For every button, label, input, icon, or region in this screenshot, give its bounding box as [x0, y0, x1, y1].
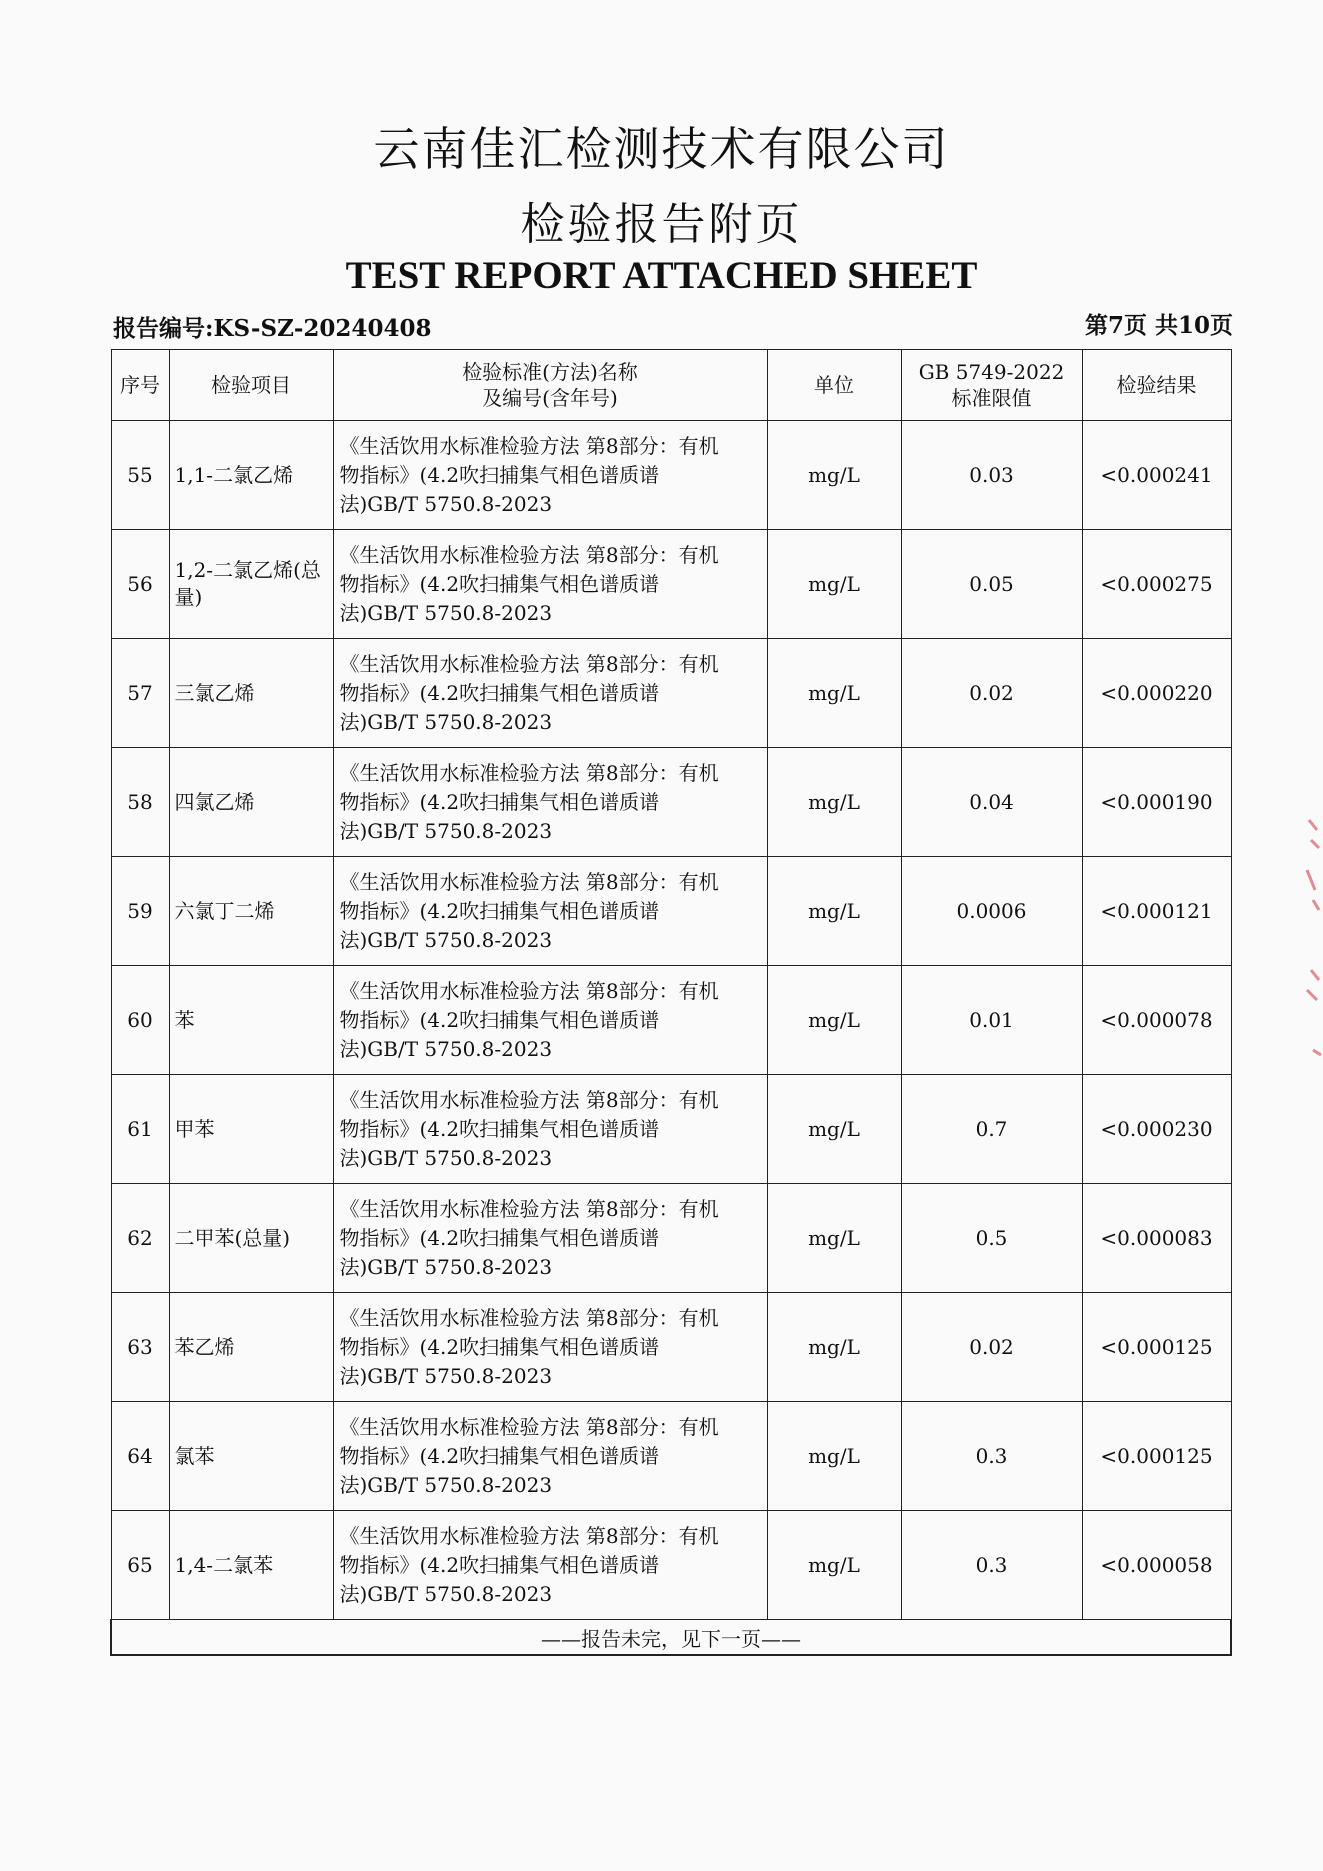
- col-limit-header-line1: GB 5749-2022: [918, 360, 1065, 384]
- row-standard-line-3: 法)GB/T 5750.8-2023: [339, 1145, 553, 1170]
- row-limit: 0.5: [901, 1184, 1082, 1293]
- row-seq: 55: [111, 421, 169, 530]
- report-number: 报告编号:KS-SZ-20240408: [113, 315, 432, 342]
- row-standard-line-1: 《生活饮用水标准检验方法 第8部分：有机: [339, 1196, 719, 1221]
- table-header-row: [111, 350, 1231, 421]
- row-standard-line-1: 《生活饮用水标准检验方法 第8部分：有机: [339, 651, 719, 676]
- row-item: 氯苯: [169, 1402, 333, 1511]
- row-limit: 0.7: [901, 1075, 1082, 1184]
- row-standard: [333, 1402, 767, 1511]
- row-unit: mg/L: [767, 1293, 901, 1402]
- row-standard-line-3: 法)GB/T 5750.8-2023: [339, 1581, 553, 1606]
- row-unit: mg/L: [767, 966, 901, 1075]
- col-standard-header-line1: 检验标准(方法)名称: [462, 360, 638, 384]
- table-row: [111, 421, 1231, 530]
- row-result: <0.000078: [1082, 966, 1231, 1075]
- row-item: 六氯丁二烯: [169, 857, 333, 966]
- row-standard-line-2: 物指标》(4.2吹扫捕集气相色谱质谱: [339, 789, 660, 814]
- row-standard: [333, 748, 767, 857]
- page-indicator: 第7页 共10页: [1084, 312, 1233, 339]
- row-standard-line-1: 《生活饮用水标准检验方法 第8部分：有机: [339, 1087, 719, 1112]
- row-standard-line-3: 法)GB/T 5750.8-2023: [339, 1472, 553, 1497]
- row-standard: [333, 639, 767, 748]
- continued-note: ——报告未完，见下一页——: [111, 1620, 1231, 1656]
- row-item: 三氯乙烯: [169, 639, 333, 748]
- row-unit: mg/L: [767, 639, 901, 748]
- row-limit: 0.02: [901, 639, 1082, 748]
- table-row: [111, 1075, 1231, 1184]
- row-unit: mg/L: [767, 421, 901, 530]
- row-standard-line-3: 法)GB/T 5750.8-2023: [339, 818, 553, 843]
- company-name: 云南佳汇检测技术有限公司: [373, 122, 950, 176]
- row-unit: mg/L: [767, 857, 901, 966]
- row-standard-line-1: 《生活饮用水标准检验方法 第8部分：有机: [339, 869, 719, 894]
- red-seal-stamp: [1301, 800, 1323, 1070]
- row-limit: 0.3: [901, 1511, 1082, 1620]
- row-standard: [333, 1293, 767, 1402]
- row-unit: mg/L: [767, 748, 901, 857]
- row-standard-line-3: 法)GB/T 5750.8-2023: [339, 1036, 553, 1061]
- row-result: <0.000125: [1082, 1402, 1231, 1511]
- row-standard-line-1: 《生活饮用水标准检验方法 第8部分：有机: [339, 1414, 719, 1439]
- row-standard-line-1: 《生活饮用水标准检验方法 第8部分：有机: [339, 978, 719, 1003]
- row-standard-line-1: 《生活饮用水标准检验方法 第8部分：有机: [339, 1305, 719, 1330]
- row-standard-line-2: 物指标》(4.2吹扫捕集气相色谱质谱: [339, 1007, 660, 1032]
- row-standard-line-2: 物指标》(4.2吹扫捕集气相色谱质谱: [339, 1552, 660, 1577]
- table-row: [111, 1511, 1231, 1620]
- col-item-header: 检验项目: [169, 350, 333, 421]
- row-standard: [333, 857, 767, 966]
- row-standard-line-1: 《生活饮用水标准检验方法 第8部分：有机: [339, 760, 719, 785]
- row-standard-line-3: 法)GB/T 5750.8-2023: [339, 1254, 553, 1279]
- row-item: 1,1-二氯乙烯: [169, 421, 333, 530]
- row-result: <0.000275: [1082, 530, 1231, 639]
- report-title-cn: 检验报告附页: [520, 199, 803, 250]
- col-standard-header-line2: 及编号(含年号): [482, 386, 618, 410]
- row-result: <0.000121: [1082, 857, 1231, 966]
- row-standard-line-3: 法)GB/T 5750.8-2023: [339, 927, 553, 952]
- row-limit: 0.02: [901, 1293, 1082, 1402]
- row-result: <0.000230: [1082, 1075, 1231, 1184]
- row-limit: 0.3: [901, 1402, 1082, 1511]
- table-row: [111, 966, 1231, 1075]
- row-item: 1,2-二氯乙烯(总量): [169, 530, 333, 639]
- table-row: [111, 748, 1231, 857]
- row-result: <0.000241: [1082, 421, 1231, 530]
- row-standard: [333, 1184, 767, 1293]
- row-standard-line-2: 物指标》(4.2吹扫捕集气相色谱质谱: [339, 462, 660, 487]
- table-row: [111, 530, 1231, 639]
- row-standard-line-2: 物指标》(4.2吹扫捕集气相色谱质谱: [339, 571, 660, 596]
- row-limit: 0.01: [901, 966, 1082, 1075]
- row-item: 甲苯: [169, 1075, 333, 1184]
- table-row: [111, 639, 1231, 748]
- row-seq: 57: [111, 639, 169, 748]
- row-item: 苯: [169, 966, 333, 1075]
- row-result: <0.000190: [1082, 748, 1231, 857]
- row-result: <0.000125: [1082, 1293, 1231, 1402]
- row-result: <0.000058: [1082, 1511, 1231, 1620]
- row-standard: [333, 1075, 767, 1184]
- row-result: <0.000220: [1082, 639, 1231, 748]
- row-limit: 0.04: [901, 748, 1082, 857]
- row-seq: 56: [111, 530, 169, 639]
- table-row: [111, 1402, 1231, 1511]
- row-unit: mg/L: [767, 1511, 901, 1620]
- row-standard: [333, 966, 767, 1075]
- row-limit: 0.0006: [901, 857, 1082, 966]
- row-seq: 58: [111, 748, 169, 857]
- row-standard-line-2: 物指标》(4.2吹扫捕集气相色谱质谱: [339, 1443, 660, 1468]
- row-item: 二甲苯(总量): [169, 1184, 333, 1293]
- row-standard-line-2: 物指标》(4.2吹扫捕集气相色谱质谱: [339, 1334, 660, 1359]
- results-table: [110, 349, 1232, 1656]
- row-standard-line-3: 法)GB/T 5750.8-2023: [339, 1363, 553, 1388]
- col-result-header: 检验结果: [1082, 350, 1231, 421]
- row-item: 苯乙烯: [169, 1293, 333, 1402]
- row-seq: 64: [111, 1402, 169, 1511]
- row-result: <0.000083: [1082, 1184, 1231, 1293]
- row-standard-line-2: 物指标》(4.2吹扫捕集气相色谱质谱: [339, 680, 660, 705]
- row-standard-line-2: 物指标》(4.2吹扫捕集气相色谱质谱: [339, 1116, 660, 1141]
- col-limit-header-line2: 标准限值: [951, 386, 1032, 410]
- table-row: [111, 1293, 1231, 1402]
- row-standard: [333, 421, 767, 530]
- col-seq-header: 序号: [111, 350, 169, 421]
- row-standard-line-1: 《生活饮用水标准检验方法 第8部分：有机: [339, 1523, 719, 1548]
- row-unit: mg/L: [767, 1402, 901, 1511]
- row-seq: 62: [111, 1184, 169, 1293]
- table-row: [111, 857, 1231, 966]
- table-row: [111, 1184, 1231, 1293]
- row-standard-line-3: 法)GB/T 5750.8-2023: [339, 600, 553, 625]
- row-seq: 63: [111, 1293, 169, 1402]
- col-unit-header: 单位: [767, 350, 901, 421]
- row-seq: 59: [111, 857, 169, 966]
- row-item: 四氯乙烯: [169, 748, 333, 857]
- row-standard-line-3: 法)GB/T 5750.8-2023: [339, 709, 553, 734]
- row-standard-line-2: 物指标》(4.2吹扫捕集气相色谱质谱: [339, 898, 660, 923]
- col-limit-header: [901, 350, 1082, 421]
- row-standard-line-2: 物指标》(4.2吹扫捕集气相色谱质谱: [339, 1225, 660, 1250]
- row-seq: 65: [111, 1511, 169, 1620]
- row-standard: [333, 530, 767, 639]
- row-seq: 61: [111, 1075, 169, 1184]
- row-limit: 0.05: [901, 530, 1082, 639]
- col-standard-header: [333, 350, 767, 421]
- row-unit: mg/L: [767, 1184, 901, 1293]
- row-seq: 60: [111, 966, 169, 1075]
- row-standard-line-3: 法)GB/T 5750.8-2023: [339, 491, 553, 516]
- report-title-en: TEST REPORT ATTACHED SHEET: [345, 254, 978, 297]
- row-standard-line-1: 《生活饮用水标准检验方法 第8部分：有机: [339, 542, 719, 567]
- row-standard-line-1: 《生活饮用水标准检验方法 第8部分：有机: [339, 433, 719, 458]
- row-standard: [333, 1511, 767, 1620]
- row-unit: mg/L: [767, 530, 901, 639]
- row-limit: 0.03: [901, 421, 1082, 530]
- row-item: 1,4-二氯苯: [169, 1511, 333, 1620]
- row-unit: mg/L: [767, 1075, 901, 1184]
